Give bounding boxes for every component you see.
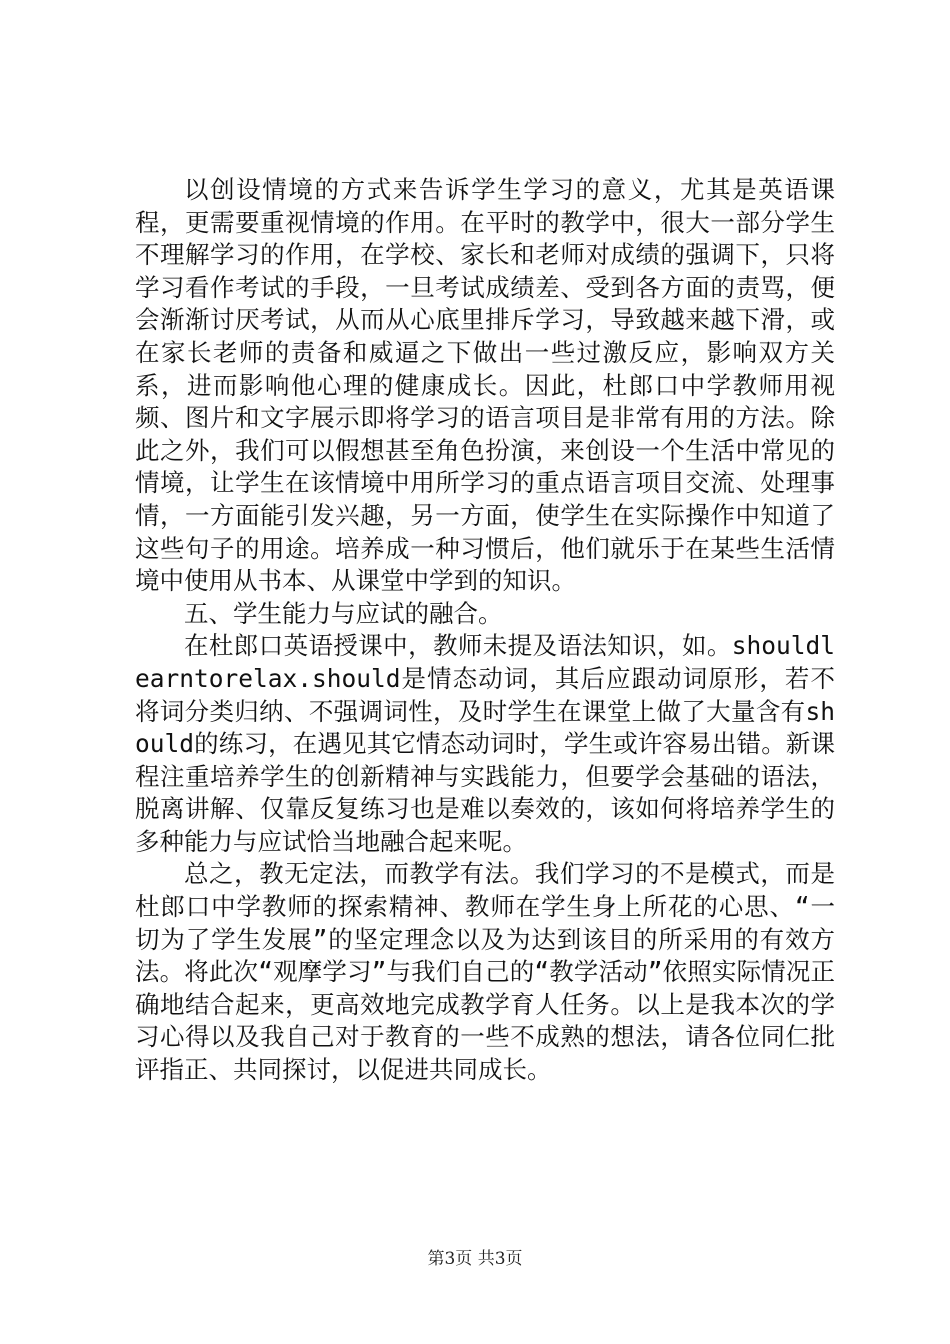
paragraph-grammar-teaching: 在杜郎口英语授课中，教师未提及语法知识，如。shouldlearntorelax.should是情态动词，其后应跟动词原形，若不将词分类归纳、不强调词性，及时学生在课堂上做了大量含有should的练习，在遇见其它情态动词时，学生或许容易出错。新课程注重培养学生的创新精神与实践能力，但要学会基础的语法，脱离讲解、仅靠反复练习也是难以奏效的，该如何将培养学生的多种能力与应试恰当地融合起来呢。 bbox=[135, 631, 835, 856]
paragraph-situational-teaching: 以创设情境的方式来告诉学生学习的意义，尤其是英语课程，更需要重视情境的作用。在平时的教学中，很大一部分学生不理解学习的作用，在学校、家长和老师对成绩的强调下，只将学习看作考试的手段，一旦考试成绩差、受到各方面的责骂，便会渐渐讨厌考试，从而从心底里排斥学习，导致越来越下滑，或在家长老师的责备和威逼之下做出一些过激反应，影响双方关系，进而影响他心理的健康成长。因此，杜郎口中学教师用视频、图片和文字展示即将学习的语言项目是非常有用的方法。除此之外，我们可以假想甚至角色扮演，来创设一个生活中常见的情境，让学生在该情境中用所学习的重点语言项目交流、处理事情，一方面能引发兴趣，另一方面，使学生在实际操作中知道了这些句子的用途。培养成一种习惯后，他们就乐于在某些生活情境中使用从书本、从课堂中学到的知识。 bbox=[135, 175, 835, 596]
section-heading-ability-exam: 五、学生能力与应试的融合。 bbox=[184, 598, 503, 628]
page-footer: 第3页 共3页 bbox=[427, 1249, 523, 1269]
document-body bbox=[135, 174, 835, 1087]
paragraph-conclusion: 总之，教无定法，而教学有法。我们学习的不是模式，而是杜郎口中学教师的探索精神、教师在学生身上所花的心思、“一切为了学生发展”的坚定理念以及为达到该目的所采用的有效方法。将此次“观摩学习”与我们自己的“教学活动”依照实际情况正确地结合起来，更高效地完成教学育人任务。以上是我本次的学习心得以及我自己对于教育的一些不成熟的想法，请各位同仁批评指正、共同探讨，以促进共同成长。 bbox=[135, 859, 835, 1085]
